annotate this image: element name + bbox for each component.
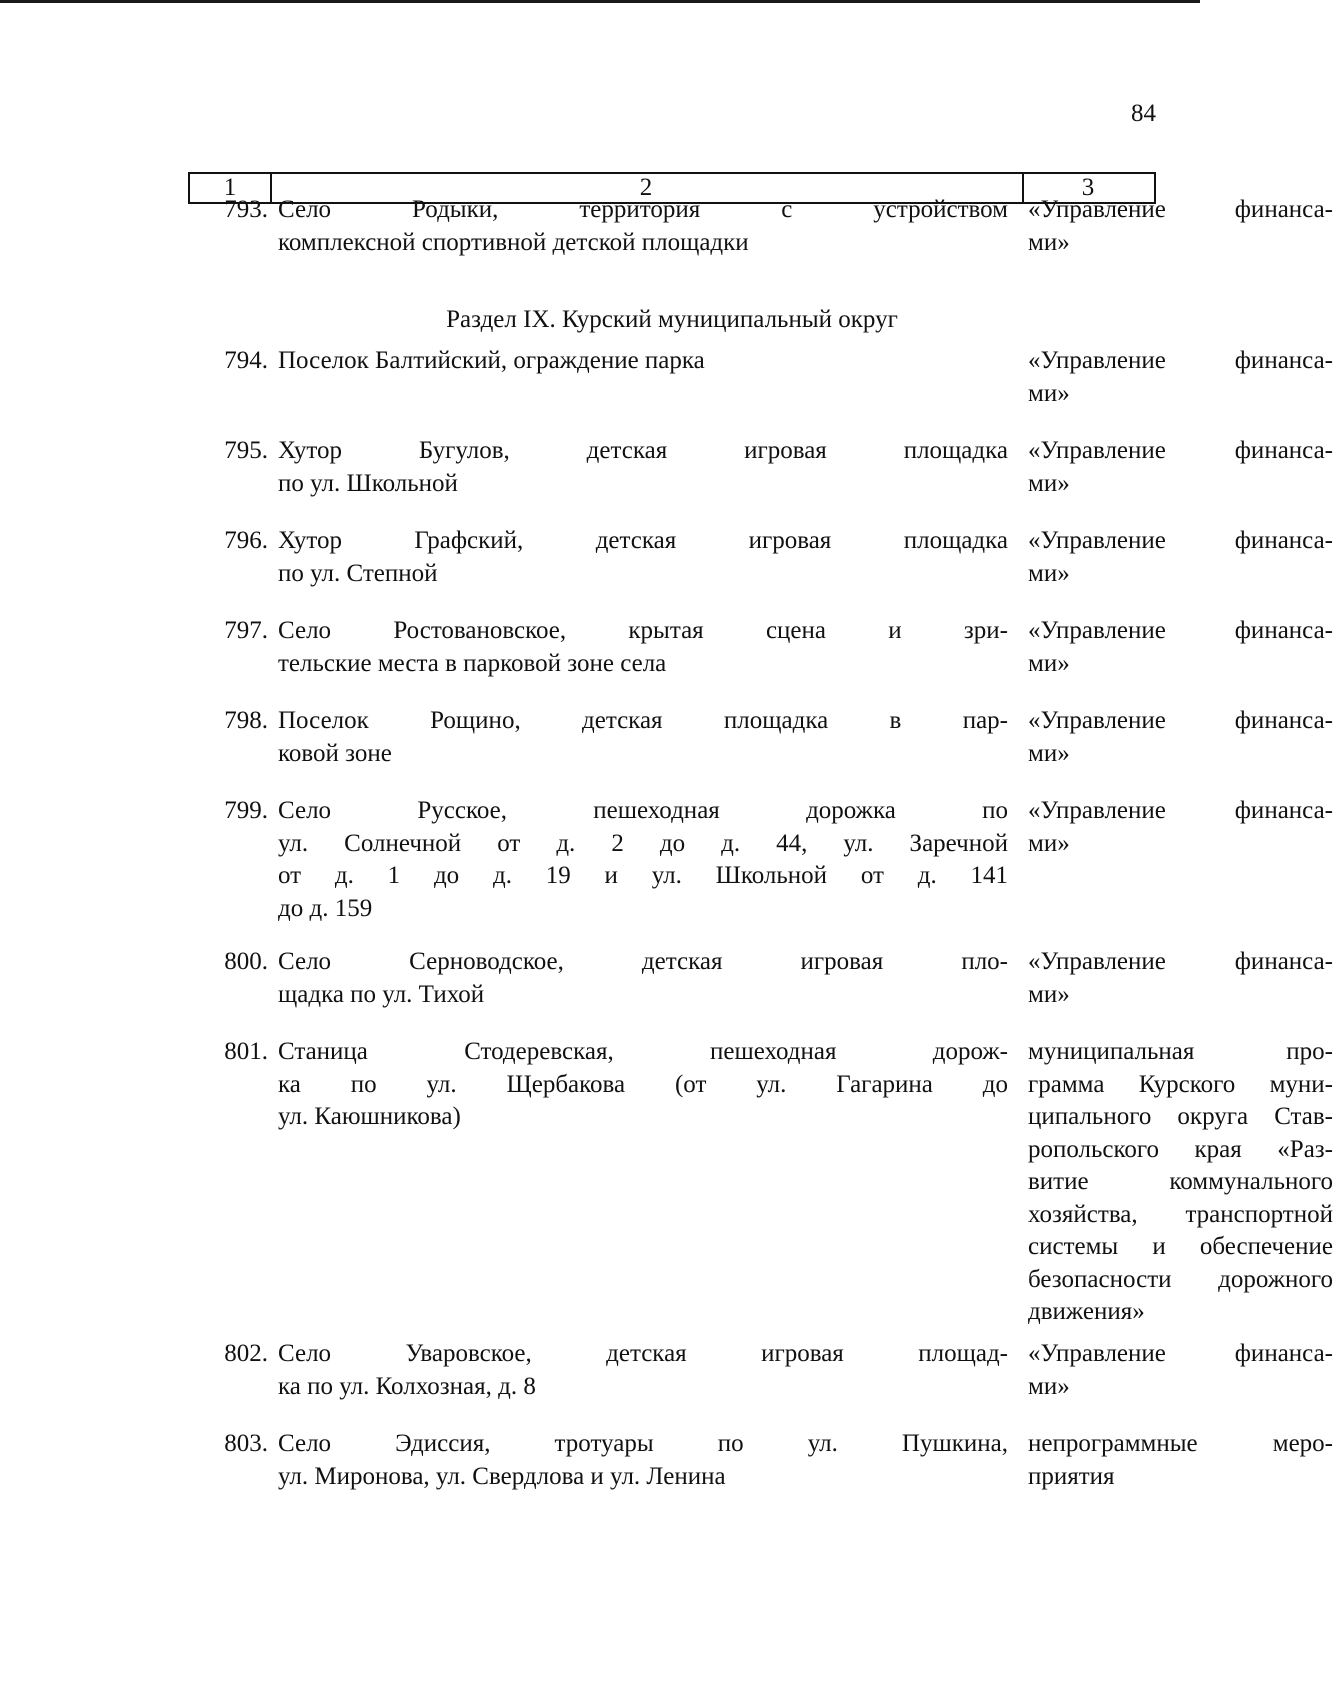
row-description-line: Село Родыки, территория с устройством	[278, 196, 1008, 223]
row-funding-source-line: ми»	[1028, 649, 1070, 677]
row-funding-source-line: «Управление финанса-	[1028, 347, 1333, 374]
row-funding-source-line: ми»	[1028, 1372, 1070, 1400]
row-number: 798.	[224, 707, 268, 734]
row-funding-source-line: хозяйства, транспортной	[1028, 1200, 1333, 1228]
row-description-line: Поселок Балтийский, ограждение парка	[278, 347, 705, 374]
section-title: Раздел IX. Курский муниципальный округ	[446, 306, 898, 333]
row-funding-source	[1028, 435, 1333, 500]
row-funding-source-line: «Управление финанса-	[1028, 1340, 1333, 1367]
row-description-line: ул. Солнечной от д. 2 до д. 44, ул. Заречной	[278, 829, 1008, 857]
row-description-line: Станица Стодеревская, пешеходная дорож-	[278, 1038, 1008, 1065]
row-description-line: ковой зоне	[278, 739, 392, 767]
row-description	[278, 435, 1008, 500]
row-funding-source-line: «Управление финанса-	[1028, 948, 1333, 975]
row-number: 801.	[224, 1038, 268, 1065]
row-funding-source-line: «Управление финанса-	[1028, 527, 1333, 554]
row-description-line: ка по ул. Колхозная, д. 8	[278, 1372, 536, 1400]
row-funding-source-line: ми»	[1028, 379, 1070, 407]
row-funding-source-line: непрограммные меро-	[1028, 1430, 1333, 1457]
row-funding-source-line: «Управление финанса-	[1028, 797, 1333, 824]
row-description-line: по ул. Школьной	[278, 469, 458, 497]
row-number: 793.	[224, 196, 268, 223]
row-funding-source-line: витие коммунального	[1028, 1168, 1333, 1195]
row-funding-source-line: ми»	[1028, 228, 1070, 256]
row-description-line: ка по ул. Щербакова (от ул. Гагарина до	[278, 1070, 1008, 1098]
row-funding-source-line: «Управление финанса-	[1028, 617, 1333, 644]
row-funding-source-line: муниципальная про-	[1028, 1038, 1333, 1065]
row-description	[278, 705, 1008, 770]
row-number: 797.	[224, 617, 268, 644]
row-description	[278, 946, 1008, 1011]
row-description	[278, 615, 1008, 680]
row-funding-source-line: «Управление финанса-	[1028, 196, 1333, 223]
row-funding-source-line: грамма Курского муни-	[1028, 1070, 1333, 1098]
row-funding-source	[1028, 345, 1333, 410]
header-col-2: 2	[270, 174, 1024, 202]
top-border-line	[0, 0, 1200, 3]
row-funding-source-line: приятия	[1028, 1462, 1115, 1490]
row-description	[278, 1428, 1008, 1493]
row-description-line: от д. 1 до д. 19 и ул. Школьной от д. 141	[278, 862, 1008, 889]
row-description-line: Село Уваровское, детская игровая площад-	[278, 1340, 1008, 1367]
row-description	[278, 1036, 1008, 1134]
row-description	[278, 525, 1008, 590]
row-description-line: щадка по ул. Тихой	[278, 980, 485, 1008]
row-description-line: тельские места в парковой зоне села	[278, 649, 667, 677]
row-funding-source-line: ми»	[1028, 829, 1070, 857]
row-funding-source-line: ми»	[1028, 980, 1070, 1008]
row-description-line: Село Серноводское, детская игровая пло-	[278, 948, 1008, 975]
row-funding-source-line: движения»	[1028, 1298, 1145, 1325]
row-number: 800.	[224, 948, 268, 975]
row-funding-source	[1028, 525, 1333, 590]
row-funding-source-line: ми»	[1028, 739, 1070, 767]
row-funding-source	[1028, 946, 1333, 1011]
row-description-line: Село Эдиссия, тротуары по ул. Пушкина,	[278, 1430, 1008, 1457]
row-funding-source	[1028, 1338, 1333, 1403]
row-description-line: ул. Каюшникова)	[278, 1103, 461, 1130]
row-funding-source	[1028, 194, 1333, 259]
row-description-line: по ул. Степной	[278, 559, 438, 587]
row-number: 795.	[224, 437, 268, 464]
row-funding-source-line: системы и обеспечение	[1028, 1233, 1333, 1260]
row-description	[278, 345, 1008, 378]
row-description-line: до д. 159	[278, 894, 373, 922]
row-funding-source-line: ми»	[1028, 559, 1070, 587]
row-number: 799.	[224, 797, 268, 824]
row-description-line: Село Русское, пешеходная дорожка по	[278, 797, 1008, 824]
row-funding-source	[1028, 1428, 1333, 1493]
row-description-line: Поселок Рощино, детская площадка в пар-	[278, 707, 1008, 734]
row-funding-source-line: ципального округа Став-	[1028, 1103, 1333, 1130]
row-description-line: Хутор Бугулов, детская игровая площадка	[278, 437, 1008, 464]
header-col-1: 1	[190, 174, 272, 202]
row-number: 794.	[224, 347, 268, 374]
row-description	[278, 194, 1008, 259]
row-description	[278, 795, 1008, 925]
row-number: 803.	[224, 1430, 268, 1457]
page-number: 84	[1131, 100, 1156, 127]
row-funding-source	[1028, 795, 1333, 860]
header-col-3: 3	[1081, 174, 1095, 201]
row-number: 802.	[224, 1340, 268, 1367]
row-funding-source	[1028, 1036, 1333, 1329]
row-description	[278, 1338, 1008, 1403]
row-description-line: ул. Миронова, ул. Свердлова и ул. Ленина	[278, 1462, 726, 1490]
row-funding-source-line: ми»	[1028, 469, 1070, 497]
row-description-line: комплексной спортивной детской площадки	[278, 228, 749, 256]
row-funding-source-line: безопасности дорожного	[1028, 1265, 1333, 1293]
row-funding-source-line: ропольского края «Раз-	[1028, 1135, 1333, 1163]
row-funding-source-line: «Управление финанса-	[1028, 707, 1333, 734]
row-funding-source-line: «Управление финанса-	[1028, 437, 1333, 464]
row-description-line: Хутор Графский, детская игровая площадка	[278, 527, 1008, 554]
row-funding-source	[1028, 705, 1333, 770]
row-description-line: Село Ростовановское, крытая сцена и зри-	[278, 617, 1008, 644]
row-number: 796.	[224, 527, 268, 554]
row-funding-source	[1028, 615, 1333, 680]
